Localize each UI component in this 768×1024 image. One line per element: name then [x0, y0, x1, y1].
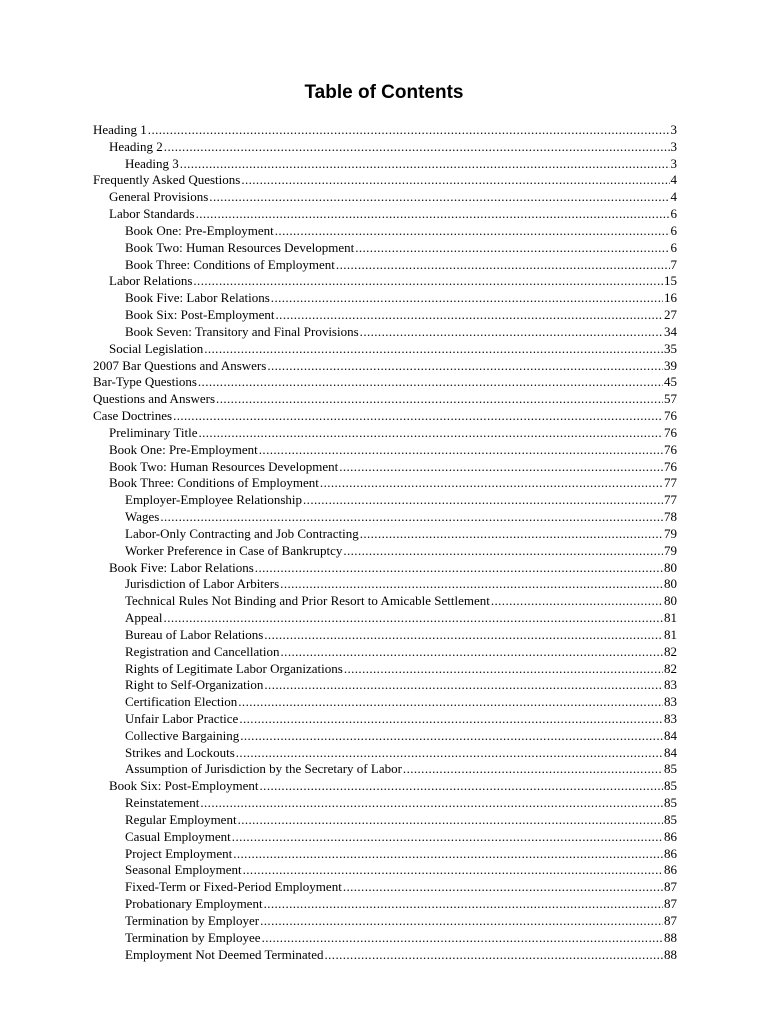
toc-entry-title: Labor-Only Contracting and Job Contracting	[125, 525, 359, 541]
dot-leader	[216, 391, 663, 408]
toc-entry[interactable]	[93, 728, 677, 745]
toc-entry-page-number: 85	[664, 761, 677, 777]
toc-entry-title: Frequently Asked Questions	[93, 172, 241, 188]
toc-entry[interactable]	[93, 122, 677, 139]
toc-entry[interactable]	[93, 661, 677, 678]
toc-entry-page-number: 39	[664, 357, 677, 373]
toc-entry-title: Fixed-Term or Fixed-Period Employment	[125, 879, 342, 895]
toc-entry[interactable]	[93, 391, 677, 408]
toc-entry-page-number: 85	[664, 811, 677, 827]
toc-entry-title: Book Seven: Transitory and Final Provisions	[125, 323, 359, 339]
toc-entry-page-number: 6	[670, 206, 677, 222]
toc-entry[interactable]	[93, 492, 677, 509]
toc-entry-title: Book Two: Human Resources Development	[125, 239, 355, 255]
toc-entry[interactable]	[93, 307, 677, 324]
toc-entry-page-number: 87	[664, 912, 677, 928]
toc-entry-title: Book Five: Labor Relations	[125, 290, 270, 306]
dot-leader	[160, 509, 663, 526]
toc-entry-page-number: 84	[664, 744, 677, 760]
toc-entry-page-number: 86	[664, 845, 677, 861]
toc-entry-page-number: 76	[664, 458, 677, 474]
toc-entry-page-number: 84	[664, 727, 677, 743]
toc-entry[interactable]	[93, 324, 677, 341]
toc-entry-title: Assumption of Jurisdiction by the Secretary of Labor	[125, 761, 402, 777]
dot-leader	[232, 829, 663, 846]
dot-leader	[193, 273, 663, 290]
toc-entry-page-number: 27	[664, 307, 677, 323]
dot-leader	[236, 745, 663, 762]
toc-entry[interactable]	[93, 593, 677, 610]
toc-entry[interactable]	[93, 257, 677, 274]
dot-leader	[255, 560, 663, 577]
dot-leader	[275, 223, 670, 240]
toc-entry[interactable]	[93, 778, 677, 795]
toc-entry-page-number: 77	[664, 492, 677, 508]
dot-leader	[180, 156, 670, 173]
toc-entry-page-number: 3	[670, 155, 677, 171]
toc-entry-page-number: 86	[664, 862, 677, 878]
dot-leader	[276, 307, 663, 324]
dot-leader	[360, 526, 663, 543]
dot-leader	[200, 795, 663, 812]
toc-entry-title: General Provisions	[109, 189, 209, 205]
toc-entry-title: Project Employment	[125, 845, 233, 861]
dot-leader	[336, 257, 670, 274]
dot-leader	[344, 661, 663, 678]
dot-leader	[238, 812, 663, 829]
toc-entry-page-number: 87	[664, 896, 677, 912]
toc-entry-title: Book Three: Conditions of Employment	[125, 256, 335, 272]
dot-leader	[355, 240, 669, 257]
toc-entry-title: 2007 Bar Questions and Answers	[93, 357, 267, 373]
table-of-contents	[93, 122, 677, 963]
toc-entry-title: Jurisdiction of Labor Arbiters	[125, 576, 280, 592]
toc-entry-page-number: 83	[664, 694, 677, 710]
toc-entry-page-number: 80	[664, 576, 677, 592]
toc-entry-page-number: 82	[664, 643, 677, 659]
dot-leader	[241, 172, 669, 189]
toc-entry[interactable]	[93, 677, 677, 694]
toc-entry-page-number: 45	[664, 374, 677, 390]
toc-entry-title: Case Doctrines	[93, 408, 173, 424]
dot-leader	[196, 206, 670, 223]
toc-entry[interactable]	[93, 913, 677, 930]
toc-entry-title: Certification Election	[125, 694, 238, 710]
toc-entry[interactable]	[93, 711, 677, 728]
toc-entry[interactable]	[93, 425, 677, 442]
dot-leader	[264, 627, 663, 644]
toc-entry-title: Collective Bargaining	[125, 727, 240, 743]
toc-entry-page-number: 3	[670, 138, 677, 154]
toc-entry[interactable]	[93, 341, 677, 358]
toc-entry-page-number: 57	[664, 391, 677, 407]
toc-entry[interactable]	[93, 442, 677, 459]
dot-leader	[204, 341, 663, 358]
toc-entry[interactable]	[93, 459, 677, 476]
dot-leader	[198, 425, 663, 442]
toc-entry[interactable]	[93, 223, 677, 240]
toc-entry-page-number: 4	[670, 189, 677, 205]
toc-entry[interactable]	[93, 475, 677, 492]
dot-leader	[209, 189, 669, 206]
toc-entry[interactable]	[93, 795, 677, 812]
dot-leader	[343, 543, 663, 560]
toc-entry[interactable]	[93, 408, 677, 425]
toc-entry-page-number: 76	[664, 441, 677, 457]
toc-entry-title: Questions and Answers	[93, 391, 216, 407]
toc-entry-page-number: 7	[670, 256, 677, 272]
toc-entry[interactable]	[93, 358, 677, 375]
toc-entry[interactable]	[93, 374, 677, 391]
toc-entry-title: Employment Not Deemed Terminated	[125, 946, 324, 962]
toc-entry-title: Worker Preference in Case of Bankruptcy	[125, 542, 343, 558]
toc-entry[interactable]	[93, 543, 677, 560]
toc-entry-page-number: 79	[664, 525, 677, 541]
toc-entry-title: Registration and Cancellation	[125, 643, 280, 659]
toc-entry-title: Preliminary Title	[109, 424, 198, 440]
toc-entry[interactable]	[93, 576, 677, 593]
toc-entry[interactable]	[93, 879, 677, 896]
toc-entry-title: Appeal	[125, 610, 163, 626]
toc-entry-title: Book Six: Post-Employment	[109, 778, 259, 794]
toc-entry-page-number: 4	[670, 172, 677, 188]
toc-entry-page-number: 16	[664, 290, 677, 306]
dot-leader	[281, 644, 663, 661]
toc-entry-page-number: 77	[664, 475, 677, 491]
dot-leader	[339, 459, 663, 476]
toc-entry-page-number: 83	[664, 710, 677, 726]
toc-entry[interactable]	[93, 896, 677, 913]
toc-entry-title: Employer-Employee Relationship	[125, 492, 303, 508]
dot-leader	[173, 408, 663, 425]
toc-entry-page-number: 15	[664, 273, 677, 289]
toc-entry-page-number: 80	[664, 559, 677, 575]
toc-entry[interactable]	[93, 273, 677, 290]
page-title: Table of Contents	[304, 82, 464, 103]
dot-leader	[264, 896, 663, 913]
toc-entry-title: Labor Standards	[109, 206, 195, 222]
toc-entry-title: Probationary Employment	[125, 896, 263, 912]
dot-leader	[243, 862, 663, 879]
toc-entry-page-number: 83	[664, 677, 677, 693]
toc-entry[interactable]	[93, 862, 677, 879]
toc-entry-page-number: 80	[664, 593, 677, 609]
toc-entry[interactable]	[93, 240, 677, 257]
toc-entry-title: Right to Self-Organization	[125, 677, 264, 693]
dot-leader	[360, 324, 663, 341]
dot-leader	[491, 593, 663, 610]
dot-leader	[343, 879, 663, 896]
dot-leader	[267, 358, 663, 375]
dot-leader	[164, 610, 663, 627]
toc-entry-title: Termination by Employee	[125, 929, 261, 945]
toc-entry-title: Casual Employment	[125, 828, 231, 844]
toc-entry-page-number: 82	[664, 660, 677, 676]
dot-leader	[303, 492, 663, 509]
dot-leader	[271, 290, 663, 307]
toc-entry-title: Termination by Employer	[125, 912, 260, 928]
toc-entry-page-number: 6	[670, 222, 677, 238]
dot-leader	[260, 913, 663, 930]
toc-entry-title: Seasonal Employment	[125, 862, 242, 878]
toc-entry[interactable]	[93, 156, 677, 173]
toc-entry[interactable]	[93, 846, 677, 863]
toc-entry-title: Book Six: Post-Employment	[125, 307, 275, 323]
toc-entry-title: Rights of Legitimate Labor Organizations	[125, 660, 343, 676]
toc-entry-title: Book One: Pre-Employment	[125, 222, 274, 238]
dot-leader	[259, 442, 663, 459]
toc-entry[interactable]	[93, 509, 677, 526]
toc-entry-title: Bar-Type Questions	[93, 374, 197, 390]
dot-leader	[403, 761, 663, 778]
toc-entry[interactable]	[93, 627, 677, 644]
toc-entry[interactable]	[93, 290, 677, 307]
toc-entry-page-number: 86	[664, 828, 677, 844]
toc-entry[interactable]	[93, 172, 677, 189]
dot-leader	[260, 778, 663, 795]
toc-entry[interactable]	[93, 644, 677, 661]
toc-entry-title: Book One: Pre-Employment	[109, 441, 258, 457]
toc-entry-page-number: 87	[664, 879, 677, 895]
toc-entry-page-number: 85	[664, 795, 677, 811]
toc-entry-title: Bureau of Labor Relations	[125, 626, 264, 642]
dot-leader	[262, 930, 663, 947]
dot-leader	[198, 374, 663, 391]
toc-entry-page-number: 6	[670, 239, 677, 255]
toc-entry[interactable]	[93, 812, 677, 829]
toc-entry-page-number: 76	[664, 424, 677, 440]
toc-entry-page-number: 3	[670, 122, 677, 137]
toc-entry[interactable]	[93, 761, 677, 778]
dot-leader	[280, 576, 663, 593]
toc-entry[interactable]	[93, 526, 677, 543]
toc-entry-title: Wages	[125, 509, 160, 525]
dot-leader	[239, 711, 663, 728]
toc-entry[interactable]	[93, 745, 677, 762]
toc-entry-page-number: 79	[664, 542, 677, 558]
toc-entry-page-number: 81	[664, 610, 677, 626]
toc-entry-title: Strikes and Lockouts	[125, 744, 235, 760]
toc-entry[interactable]	[93, 829, 677, 846]
toc-entry[interactable]	[93, 139, 677, 156]
toc-entry-title: Heading 2	[109, 138, 163, 154]
toc-entry[interactable]	[93, 947, 677, 964]
toc-entry-page-number: 76	[664, 408, 677, 424]
toc-entry-title: Technical Rules Not Binding and Prior Resort to Amicable Settlement	[125, 593, 490, 609]
toc-entry-page-number: 35	[664, 340, 677, 356]
toc-entry[interactable]	[93, 694, 677, 711]
toc-entry-title: Book Five: Labor Relations	[109, 559, 254, 575]
toc-entry-title: Reinstatement	[125, 795, 200, 811]
toc-entry-page-number: 88	[664, 946, 677, 962]
toc-entry[interactable]	[93, 206, 677, 223]
toc-entry-title: Unfair Labor Practice	[125, 710, 239, 726]
toc-entry-title: Heading 3	[125, 155, 179, 171]
toc-entry[interactable]	[93, 930, 677, 947]
toc-entry[interactable]	[93, 189, 677, 206]
toc-entry-title: Regular Employment	[125, 811, 237, 827]
dot-leader	[325, 947, 664, 964]
toc-entry[interactable]	[93, 560, 677, 577]
dot-leader	[148, 122, 670, 139]
toc-entry-title: Labor Relations	[109, 273, 193, 289]
toc-entry-page-number: 78	[664, 509, 677, 525]
dot-leader	[320, 475, 663, 492]
dot-leader	[238, 694, 663, 711]
dot-leader	[233, 846, 663, 863]
toc-entry-page-number: 81	[664, 626, 677, 642]
toc-entry-title: Book Three: Conditions of Employment	[109, 475, 319, 491]
toc-entry-title: Heading 1	[93, 122, 147, 137]
dot-leader	[264, 677, 663, 694]
dot-leader	[164, 139, 670, 156]
toc-entry-page-number: 85	[664, 778, 677, 794]
toc-entry-page-number: 34	[664, 323, 677, 339]
toc-entry[interactable]	[93, 610, 677, 627]
toc-entry-page-number: 88	[664, 929, 677, 945]
toc-entry-title: Book Two: Human Resources Development	[109, 458, 339, 474]
dot-leader	[240, 728, 663, 745]
toc-entry-title: Social Legislation	[109, 340, 204, 356]
